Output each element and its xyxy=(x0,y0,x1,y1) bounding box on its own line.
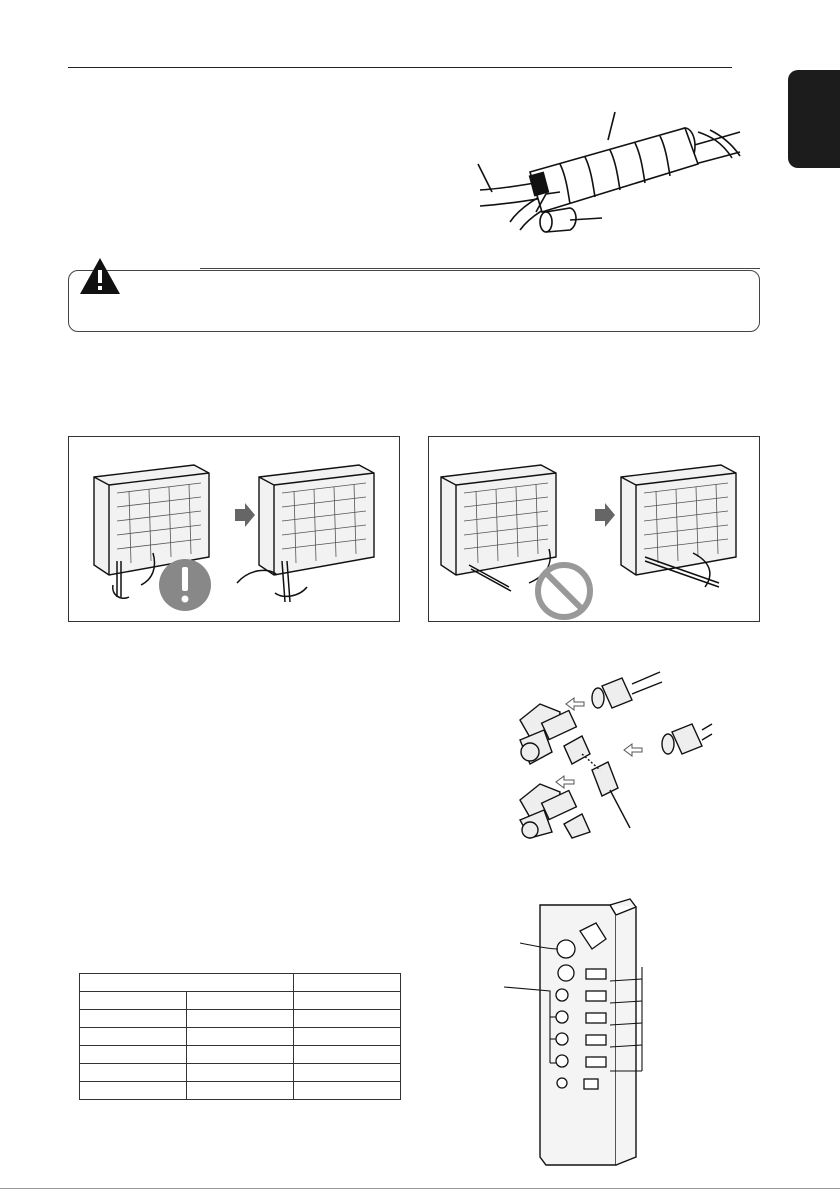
table-cell xyxy=(294,1046,401,1064)
correct-bend-illustration xyxy=(69,437,401,623)
valve-adapter-illustration xyxy=(500,660,720,840)
table-cell xyxy=(80,1028,187,1046)
pipe-taping-illustration xyxy=(470,112,750,242)
caution-heading-rule xyxy=(200,268,760,269)
table-row xyxy=(80,974,401,992)
incorrect-bend-illustration xyxy=(429,437,761,623)
incorrect-bend-panel xyxy=(428,436,760,622)
table-cell xyxy=(294,1028,401,1046)
caution-box xyxy=(68,270,760,332)
table-cell xyxy=(187,1046,294,1064)
table-cell xyxy=(187,1028,294,1046)
table-cell xyxy=(187,1064,294,1082)
table-row xyxy=(80,1028,401,1046)
table-cell xyxy=(187,1010,294,1028)
table-cell xyxy=(80,1064,187,1082)
language-tab xyxy=(788,70,840,168)
spec-table xyxy=(79,973,401,1100)
warning-triangle-icon xyxy=(78,256,122,296)
table-cell xyxy=(294,1064,401,1082)
table-row xyxy=(80,992,401,1010)
table-cell xyxy=(294,1082,401,1100)
table-cell xyxy=(294,992,401,1010)
correct-bend-panel xyxy=(68,436,400,622)
arrow-right-icon xyxy=(235,503,255,527)
table-header-cell xyxy=(294,974,401,992)
table-cell xyxy=(80,992,187,1010)
table-row xyxy=(80,1064,401,1082)
exclamation-circle-icon xyxy=(159,559,211,611)
table-cell xyxy=(187,992,294,1010)
table-cell xyxy=(80,1082,187,1100)
table-row xyxy=(80,1082,401,1100)
distributor-box-illustration xyxy=(500,895,680,1175)
table-row xyxy=(80,1010,401,1028)
table-cell xyxy=(80,1046,187,1064)
table-cell xyxy=(294,1010,401,1028)
table-cell xyxy=(187,1082,294,1100)
header-rule xyxy=(68,67,732,68)
prohibition-icon xyxy=(538,565,590,617)
table-header-cell xyxy=(80,974,294,992)
footer-rule xyxy=(0,1188,840,1189)
table-cell xyxy=(80,1010,187,1028)
arrow-right-icon xyxy=(595,503,615,527)
table-row xyxy=(80,1046,401,1064)
